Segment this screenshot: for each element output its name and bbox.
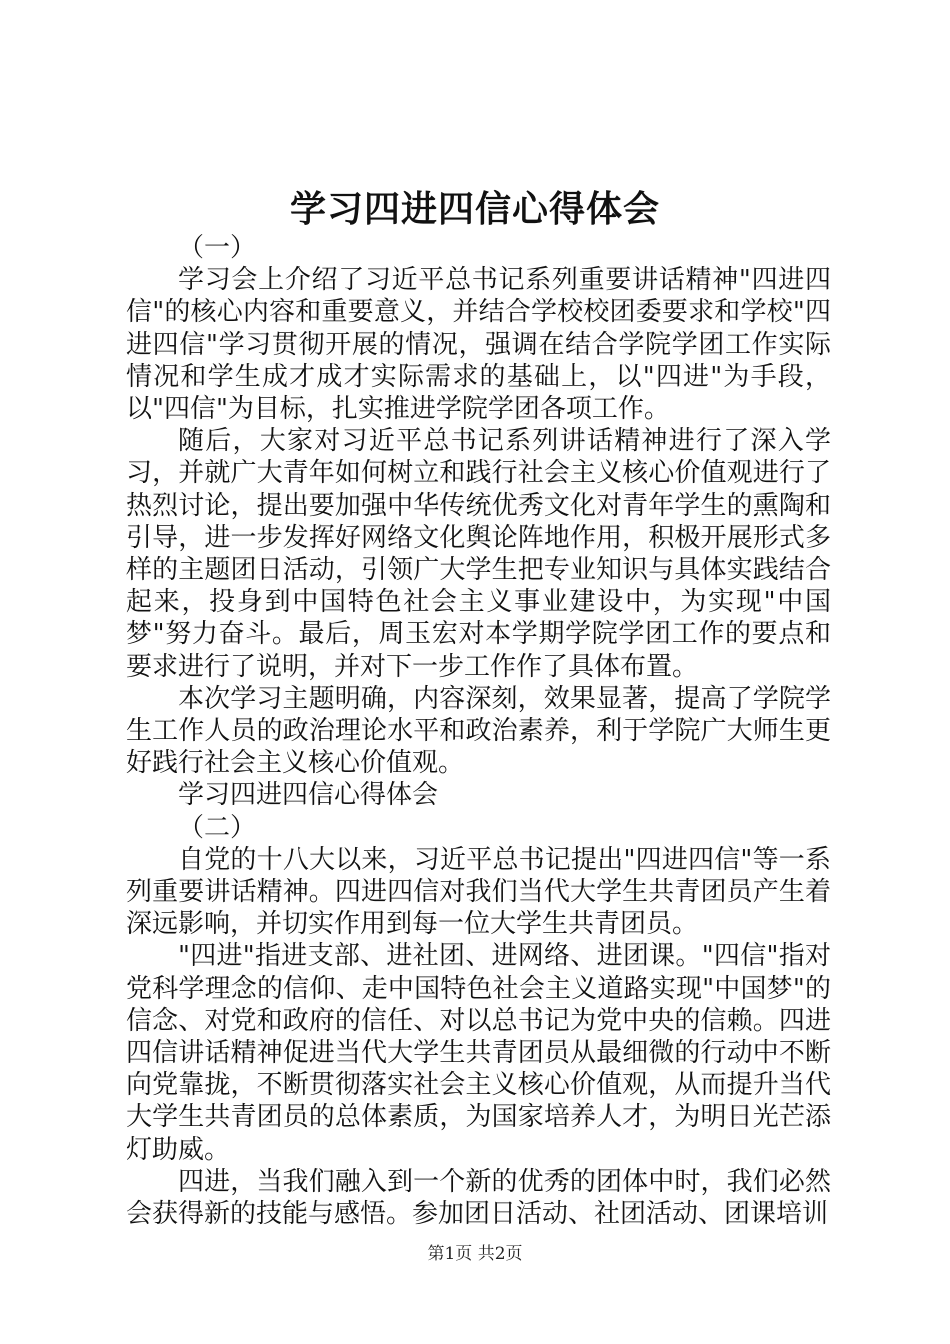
paragraph: 四进，当我们融入到一个新的优秀的团体中时，我们必然会获得新的技能与感悟。参加团日活动、社团活动、团课培训 (126, 1166, 831, 1230)
document-title: 学习四进四信心得体会 (289, 188, 660, 230)
section-label: （二） (178, 812, 257, 843)
section-label: （一） (178, 233, 257, 263)
page-footer: 第1页 共2页 (427, 1244, 523, 1264)
section-heading: 学习四进四信心得体会 (178, 780, 439, 811)
paragraph: "四进"指进支部、进社团、进网络、进团课。"四信"指对党科学理念的信仰、走中国特色社会主义道路实现"中国梦"的信念、对党和政府的信任、对以总书记为党中央的信赖。四进四信讲话精神促进当代大学生共青团员从最细微的行动中不断向党靠拢，不断贯彻落实社会主义核心价值观，从而提升当代大学生共青团员的总体素质，为国家培养人才，为明日光芒添灯助威。 (126, 941, 831, 1165)
paragraph: 自党的十八大以来，习近平总书记提出"四进四信"等一系列重要讲话精神。四进四信对我们当代大学生共青团员产生着深远影响，并切实作用到每一位大学生共青团员。 (126, 844, 831, 940)
paragraph: 本次学习主题明确，内容深刻，效果显著，提高了学院学生工作人员的政治理论水平和政治素养，利于学院广大师生更好践行社会主义核心价值观。 (126, 683, 831, 779)
document-body (126, 232, 831, 1230)
paragraph: 随后，大家对习近平总书记系列讲话精神进行了深入学习，并就广大青年如何树立和践行社会主义核心价值观进行了热烈讨论，提出要加强中华传统优秀文化对青年学生的熏陶和引导，进一步发挥好网络文化舆论阵地作用，积极开展形式多样的主题团日活动，引领广大学生把专业知识与具体实践结合起来，投身到中国特色社会主义事业建设中，为实现"中国梦"努力奋斗。最后，周玉宏对本学期学院学团工作的要点和要求进行了说明，并对下一步工作作了具体布置。 (126, 426, 831, 682)
paragraph: 学习会上介绍了习近平总书记系列重要讲话精神"四进四信"的核心内容和重要意义，并结合学校校团委要求和学校"四进四信"学习贯彻开展的情况，强调在结合学院学团工作实际情况和学生成才成才实际需求的基础上，以"四进"为手段，以"四信"为目标，扎实推进学院学团各项工作。 (126, 265, 831, 425)
